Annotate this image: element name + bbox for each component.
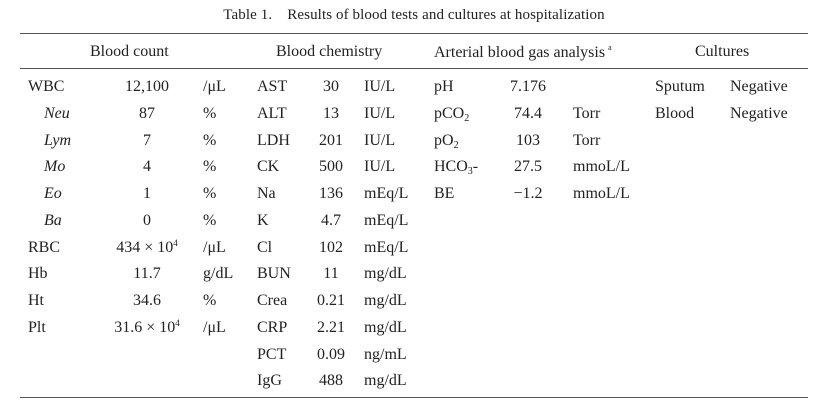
abg-name-text: pCO [434, 104, 465, 122]
blood-chemistry-name: PCT [257, 345, 287, 363]
blood-count-unit: g/dL [203, 265, 234, 283]
abg-unit: mmoL/L [573, 185, 630, 202]
blood-chemistry-value: 13 [323, 104, 339, 122]
blood-count-unit: /μL [203, 318, 226, 336]
blood-chemistry-unit: mEq/L [364, 185, 409, 202]
abg-name-suffix: - [472, 158, 479, 176]
blood-chemistry-names [257, 76, 307, 397]
blood-count-name: Eo [44, 185, 62, 202]
blood-chemistry-unit: mEq/L [364, 211, 409, 229]
blood-count-value: 34.6 [133, 292, 161, 309]
blood-chemistry-name: Cl [257, 238, 273, 256]
blood-count-name: Ht [28, 292, 44, 309]
blood-chemistry-value: 2.21 [317, 318, 345, 336]
blood-chemistry-unit: mg/dL [364, 292, 407, 309]
blood-count-unit: % [203, 292, 217, 309]
blood-chemistry-unit: mg/dL [364, 372, 407, 390]
abg-value: 27.5 [514, 158, 542, 176]
abg-name [434, 130, 504, 157]
abg-value: −1.2 [513, 185, 543, 202]
blood-count-unit: % [203, 104, 217, 122]
abg-name-subscript: 3 [467, 166, 473, 178]
blood-count-value-base: 31.6 × 10 [114, 318, 176, 336]
abg-name-text: BE [434, 185, 455, 202]
blood-chemistry-value: 488 [319, 372, 343, 390]
abg-unit: Torr [573, 104, 601, 122]
blood-count-value-exponent: 4 [173, 237, 178, 248]
blood-chemistry-values [308, 76, 354, 397]
blood-chemistry-unit: ng/mL [364, 345, 407, 363]
blood-chemistry-unit: IU/L [364, 158, 396, 176]
blood-chemistry-name: CRP [257, 318, 288, 336]
blood-chemistry-name: K [257, 211, 269, 229]
blood-count-unit: % [203, 158, 217, 176]
abg-name [434, 156, 504, 183]
blood-count-value: 87 [139, 104, 155, 122]
bottom-rule [20, 397, 808, 398]
blood-chemistry-unit: IU/L [364, 78, 396, 95]
culture-result: Negative [730, 104, 788, 122]
abg-values [498, 76, 558, 210]
abg-unit: Torr [573, 131, 601, 149]
blood-count-value [98, 317, 196, 344]
abg-unit: mmoL/L [573, 158, 630, 176]
top-rule [20, 33, 808, 34]
blood-count-name: Hb [28, 265, 48, 283]
blood-count-unit: /μL [203, 238, 226, 256]
blood-chemistry-header: Blood chemistry [276, 43, 383, 60]
blood-chemistry-unit: IU/L [364, 104, 396, 122]
abg-name [434, 183, 504, 210]
abg-name-text: pH [434, 78, 454, 95]
blood-chemistry-unit: mg/dL [364, 265, 407, 283]
blood-count-unit: % [203, 131, 217, 149]
blood-chemistry-name: Na [257, 185, 276, 202]
blood-chemistry-name: BUN [257, 265, 291, 283]
abg-header-label: Arterial blood gas analysis [434, 44, 606, 61]
abg-name [434, 103, 504, 130]
abg-names [434, 76, 504, 210]
blood-count-value [98, 237, 196, 264]
blood-count-name: Ba [44, 211, 62, 229]
abg-name-text: HCO [434, 158, 468, 176]
blood-count-name: Lym [44, 131, 72, 149]
blood-count-units [203, 76, 257, 344]
blood-chemistry-name: AST [257, 78, 288, 95]
blood-count-value: 1 [143, 185, 151, 202]
cultures-header: Cultures [695, 43, 750, 60]
abg-header [434, 43, 612, 62]
blood-chemistry-value: 30 [323, 78, 339, 95]
blood-chemistry-units [364, 76, 426, 397]
blood-count-value: 7 [143, 131, 151, 149]
blood-chemistry-unit: mEq/L [364, 238, 409, 256]
blood-chemistry-unit: IU/L [364, 131, 396, 149]
blood-count-value: 4 [143, 158, 151, 176]
blood-chemistry-name: Crea [257, 292, 288, 309]
abg-unit [573, 76, 645, 103]
blood-count-name: WBC [28, 78, 65, 95]
abg-name-text: pO [434, 131, 454, 149]
blood-count-name: Neu [44, 104, 70, 122]
abg-name [434, 76, 504, 103]
abg-units [573, 76, 645, 210]
blood-count-value: 12,100 [125, 78, 169, 95]
blood-count-values [98, 76, 196, 344]
blood-count-value-exponent: 4 [175, 317, 180, 328]
table-caption: Table 1. Results of blood tests and cultures at hospitalization [223, 7, 605, 23]
header-rule [20, 68, 808, 69]
blood-chemistry-name: IgG [257, 372, 282, 390]
culture-specimen: Blood [655, 104, 695, 122]
blood-chemistry-unit: mg/dL [364, 318, 407, 336]
abg-footnote-mark: a [608, 43, 612, 52]
blood-chemistry-value: 201 [319, 131, 343, 149]
blood-chemistry-value: 0.09 [317, 345, 345, 363]
blood-count-unit: % [203, 211, 217, 229]
blood-chemistry-value: 0.21 [317, 292, 345, 309]
blood-chemistry-value: 102 [319, 238, 343, 256]
culture-results [730, 76, 805, 130]
blood-chemistry-value: 4.7 [321, 211, 341, 229]
abg-value: 103 [516, 131, 540, 149]
abg-value: 74.4 [514, 104, 542, 122]
blood-chemistry-name: ALT [257, 104, 287, 122]
abg-name-subscript: 2 [464, 112, 470, 124]
blood-chemistry-value: 136 [319, 185, 343, 202]
blood-count-name: RBC [28, 238, 61, 256]
blood-count-header: Blood count [90, 43, 169, 60]
abg-name-subscript: 2 [453, 139, 459, 151]
culture-specimen: Sputum [655, 78, 705, 95]
blood-chemistry-value: 11 [323, 265, 339, 283]
blood-count-unit: % [203, 185, 217, 202]
blood-count-value: 0 [143, 211, 151, 229]
culture-specimens [655, 76, 725, 130]
blood-count-name: Mo [44, 158, 66, 176]
blood-chemistry-name: LDH [257, 131, 290, 149]
blood-count-value: 11.7 [133, 265, 161, 283]
culture-result: Negative [730, 78, 788, 95]
abg-value: 7.176 [510, 78, 546, 95]
blood-chemistry-name: CK [257, 158, 280, 176]
blood-count-value-base: 434 × 10 [116, 238, 174, 256]
blood-chemistry-value: 500 [319, 158, 343, 176]
blood-count-unit: /μL [203, 78, 226, 95]
blood-count-name: Plt [28, 318, 46, 336]
